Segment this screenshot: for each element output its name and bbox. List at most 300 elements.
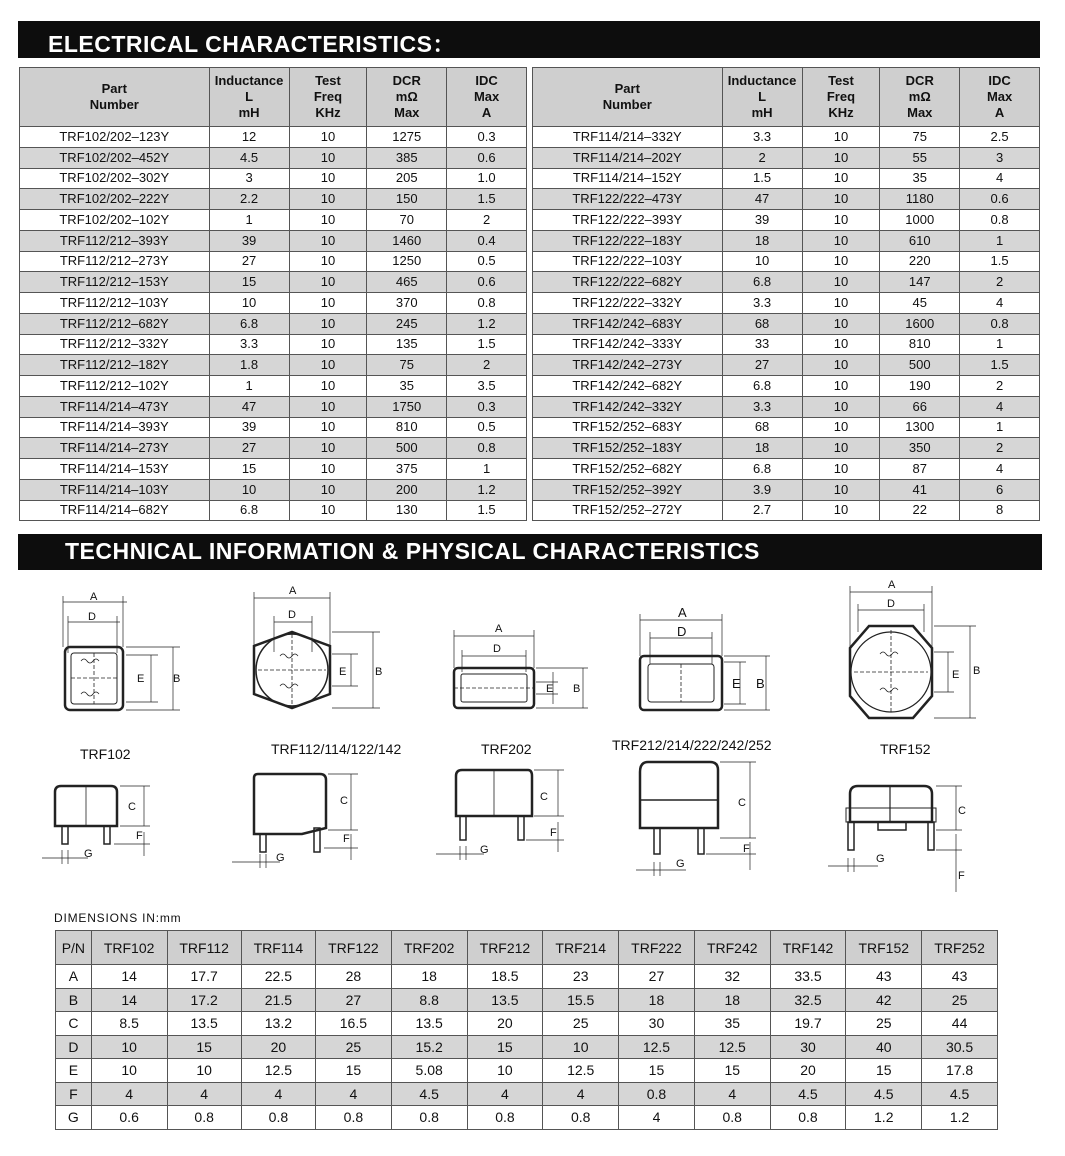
table-row [20,355,527,376]
dimension-value-cell: 30.5 [922,1035,998,1059]
part-number-cell: TRF152/252–183Y [533,438,723,459]
dimension-value-cell: 17.7 [167,965,241,989]
dimension-value-cell: 10 [467,1059,543,1083]
part-number-cell: TRF122/222–682Y [533,272,723,293]
table-row [20,189,527,210]
dimension-value-cell: 4 [316,1082,392,1106]
part-number-cell: TRF112/212–103Y [20,293,210,314]
value-cell: 10 [289,147,367,168]
column-header-line: Part [101,81,127,96]
dimension-value-cell: 4 [619,1106,695,1130]
trf202-label-a: A [495,623,503,635]
dims-column-header: TRF142 [770,931,846,965]
value-cell: 39 [209,230,289,251]
value-cell: 27 [209,251,289,272]
value-cell: 10 [802,189,880,210]
value-cell: 0.8 [960,313,1040,334]
table-row [56,1035,998,1059]
value-cell: 190 [880,376,960,397]
table-row [533,355,1040,376]
trf202-top-view [454,630,588,708]
column-header-line: Freq [826,89,856,104]
value-cell: 10 [289,334,367,355]
value-cell: 1 [209,376,289,397]
trf152-top-view [850,586,976,718]
value-cell: 350 [880,438,960,459]
dimension-value-cell: 0.8 [467,1106,543,1130]
trf212-label-d: D [677,624,687,639]
column-header-line: mH [751,105,773,120]
dimension-value-cell: 1.2 [846,1106,922,1130]
table-row [533,459,1040,480]
value-cell: 12 [209,127,289,148]
value-cell: 10 [802,396,880,417]
column-header [20,68,210,127]
table-row [56,965,998,989]
trf152-label-b: B [973,665,981,677]
value-cell: 10 [802,438,880,459]
part-number-cell: TRF114/214–273Y [20,438,210,459]
trf102-label-e: E [137,673,145,685]
dims-column-header: P/N [56,931,92,965]
value-cell: 10 [289,376,367,397]
value-cell: 35 [880,168,960,189]
value-cell: 0.3 [447,396,527,417]
trf152-side-label-f: F [958,870,965,882]
part-number-cell: TRF142/242–683Y [533,313,723,334]
dimension-value-cell: 21.5 [241,988,315,1012]
part-number-cell: TRF122/222–393Y [533,210,723,231]
dims-column-header: TRF252 [922,931,998,965]
table-row [20,210,527,231]
value-cell: 500 [880,355,960,376]
value-cell: 2 [960,438,1040,459]
table-row [20,479,527,500]
value-cell: 0.8 [447,293,527,314]
value-cell: 6.8 [209,500,289,521]
column-header-line: Freq [313,89,343,104]
value-cell: 10 [289,417,367,438]
value-cell: 1250 [367,251,447,272]
value-cell: 1 [960,334,1040,355]
value-cell: 10 [802,376,880,397]
dimension-value-cell: 4.5 [922,1082,998,1106]
trf212-top-view [640,614,770,710]
value-cell: 10 [802,230,880,251]
value-cell: 70 [367,210,447,231]
value-cell: 0.5 [447,417,527,438]
value-cell: 1.5 [960,355,1040,376]
table-row [56,1059,998,1083]
value-cell: 45 [880,293,960,314]
value-cell: 200 [367,479,447,500]
value-cell: 4 [960,293,1040,314]
value-cell: 10 [289,355,367,376]
value-cell: 10 [802,479,880,500]
column-header-line: Inductance [214,73,284,88]
product-label-trf212: TRF212/214/222/242/252 [612,737,772,753]
dimension-label-cell: D [56,1035,92,1059]
part-number-cell: TRF122/222–332Y [533,293,723,314]
value-cell: 10 [802,168,880,189]
value-cell: 10 [289,459,367,480]
value-cell: 0.6 [447,272,527,293]
dimension-value-cell: 23 [543,965,619,989]
column-header [289,68,367,127]
dimension-label-cell: E [56,1059,92,1083]
dimension-value-cell: 28 [316,965,392,989]
dimension-value-cell: 25 [846,1012,922,1036]
dims-column-header: TRF242 [694,931,770,965]
value-cell: 75 [367,355,447,376]
value-cell: 375 [367,459,447,480]
dimension-value-cell: 12.5 [619,1035,695,1059]
table-row [20,230,527,251]
value-cell: 0.6 [447,147,527,168]
dimension-value-cell: 19.7 [770,1012,846,1036]
dimension-value-cell: 15 [167,1035,241,1059]
value-cell: 10 [802,272,880,293]
dimension-value-cell: 43 [846,965,922,989]
dimension-value-cell: 43 [922,965,998,989]
dimension-value-cell: 12.5 [241,1059,315,1083]
dimension-value-cell: 12.5 [694,1035,770,1059]
dimension-value-cell: 10 [91,1035,167,1059]
column-header-line: L [245,89,254,104]
value-cell: 18 [722,438,802,459]
part-number-cell: TRF112/212–273Y [20,251,210,272]
part-number-cell: TRF152/252–683Y [533,417,723,438]
value-cell: 610 [880,230,960,251]
value-cell: 6 [960,479,1040,500]
dimension-value-cell: 30 [619,1012,695,1036]
value-cell: 0.3 [447,127,527,148]
physical-diagrams [18,572,1042,907]
dimension-value-cell: 4 [694,1082,770,1106]
table-row [20,147,527,168]
value-cell: 10 [289,251,367,272]
value-cell: 10 [802,293,880,314]
value-cell: 35 [367,376,447,397]
value-cell: 1460 [367,230,447,251]
dimension-label-cell: B [56,988,92,1012]
value-cell: 39 [722,210,802,231]
value-cell: 10 [802,334,880,355]
value-cell: 130 [367,500,447,521]
value-cell: 3.9 [722,479,802,500]
part-number-cell: TRF142/242–332Y [533,396,723,417]
table-row [20,334,527,355]
value-cell: 4.5 [209,147,289,168]
column-header-line: KHz [315,105,341,120]
dimension-value-cell: 0.8 [391,1106,467,1130]
trf212-side-view [636,762,756,876]
dimension-value-cell: 0.8 [694,1106,770,1130]
dimension-value-cell: 44 [922,1012,998,1036]
trf202-label-e: E [546,683,554,695]
value-cell: 1.5 [447,500,527,521]
column-header [447,68,527,127]
value-cell: 10 [289,127,367,148]
part-number-cell: TRF114/214–103Y [20,479,210,500]
value-cell: 66 [880,396,960,417]
trf212-label-a: A [678,605,687,620]
trf202-side-view [436,770,564,860]
dimension-value-cell: 22.5 [241,965,315,989]
dims-column-header: TRF112 [167,931,241,965]
value-cell: 68 [722,313,802,334]
value-cell: 810 [880,334,960,355]
table-row [20,417,527,438]
dimension-value-cell: 42 [846,988,922,1012]
table-row [533,313,1040,334]
value-cell: 150 [367,189,447,210]
dimension-value-cell: 0.8 [619,1082,695,1106]
value-cell: 1300 [880,417,960,438]
part-number-cell: TRF112/212–682Y [20,313,210,334]
dimension-value-cell: 4.5 [846,1082,922,1106]
table-row [533,210,1040,231]
table-row [56,1082,998,1106]
column-header [533,68,723,127]
trf202-label-d: D [493,643,501,655]
dims-column-header: TRF114 [241,931,315,965]
value-cell: 205 [367,168,447,189]
trf112-top-view [254,592,383,708]
dims-column-header: TRF152 [846,931,922,965]
dimension-value-cell: 13.5 [167,1012,241,1036]
value-cell: 1600 [880,313,960,334]
value-cell: 3.3 [722,293,802,314]
part-number-cell: TRF102/202–102Y [20,210,210,231]
value-cell: 6.8 [722,272,802,293]
dimension-value-cell: 18 [391,965,467,989]
value-cell: 0.4 [447,230,527,251]
column-header-line: mΩ [395,89,418,104]
value-cell: 10 [289,500,367,521]
value-cell: 4 [960,396,1040,417]
value-cell: 2.5 [960,127,1040,148]
value-cell: 22 [880,500,960,521]
dimension-value-cell: 20 [241,1035,315,1059]
column-header-line: DCR [392,73,421,88]
part-number-cell: TRF112/212–153Y [20,272,210,293]
value-cell: 6.8 [722,459,802,480]
value-cell: 4 [960,459,1040,480]
dimension-value-cell: 14 [91,988,167,1012]
dimension-label-cell: G [56,1106,92,1130]
product-label-trf202: TRF202 [481,741,532,757]
value-cell: 2.2 [209,189,289,210]
table-row [20,293,527,314]
table-row [533,189,1040,210]
dimension-value-cell: 8.5 [91,1012,167,1036]
column-header-line: A [481,105,492,120]
table-row [20,168,527,189]
dimension-value-cell: 0.8 [241,1106,315,1130]
trf102-label-b: B [173,673,181,685]
dimension-label-cell: F [56,1082,92,1106]
value-cell: 10 [802,459,880,480]
trf202-side-label-g: G [480,844,489,856]
dimension-value-cell: 32.5 [770,988,846,1012]
dimension-value-cell: 0.8 [316,1106,392,1130]
table-row [20,459,527,480]
column-header [722,68,802,127]
dimension-value-cell: 15 [846,1059,922,1083]
value-cell: 3 [209,168,289,189]
value-cell: 41 [880,479,960,500]
part-number-cell: TRF152/252–392Y [533,479,723,500]
value-cell: 1000 [880,210,960,231]
value-cell: 10 [289,168,367,189]
dimension-value-cell: 0.8 [543,1106,619,1130]
trf102-side-label-g: G [84,848,93,860]
column-header [367,68,447,127]
dimension-value-cell: 33.5 [770,965,846,989]
value-cell: 15 [209,272,289,293]
dimension-value-cell: 17.8 [922,1059,998,1083]
dimension-value-cell: 8.8 [391,988,467,1012]
table-row [56,988,998,1012]
value-cell: 3.3 [722,396,802,417]
trf102-top-view [63,596,180,710]
dimension-value-cell: 0.8 [167,1106,241,1130]
value-cell: 33 [722,334,802,355]
value-cell: 500 [367,438,447,459]
value-cell: 10 [802,127,880,148]
dimension-value-cell: 5.08 [391,1059,467,1083]
part-number-cell: TRF112/212–393Y [20,230,210,251]
dimension-value-cell: 25 [543,1012,619,1036]
value-cell: 47 [209,396,289,417]
trf112-side-view [232,774,358,868]
trf152-side-view [828,786,962,892]
part-number-cell: TRF102/202–222Y [20,189,210,210]
dimension-value-cell: 0.6 [91,1106,167,1130]
dimension-value-cell: 4 [167,1082,241,1106]
dims-column-header: TRF212 [467,931,543,965]
dimension-value-cell: 40 [846,1035,922,1059]
dimension-value-cell: 4 [241,1082,315,1106]
value-cell: 385 [367,147,447,168]
dimension-value-cell: 20 [467,1012,543,1036]
value-cell: 147 [880,272,960,293]
column-header-line: mΩ [908,89,931,104]
part-number-cell: TRF112/212–102Y [20,376,210,397]
value-cell: 10 [289,272,367,293]
value-cell: 10 [289,396,367,417]
value-cell: 810 [367,417,447,438]
column-header-line: KHz [828,105,854,120]
dimension-value-cell: 10 [167,1059,241,1083]
table-row [20,376,527,397]
value-cell: 220 [880,251,960,272]
part-number-cell: TRF122/222–183Y [533,230,723,251]
dimension-value-cell: 13.2 [241,1012,315,1036]
part-number-cell: TRF152/252–272Y [533,500,723,521]
table-row [20,438,527,459]
dimension-value-cell: 15.2 [391,1035,467,1059]
value-cell: 0.8 [447,438,527,459]
dimension-value-cell: 32 [694,965,770,989]
table-row [20,313,527,334]
trf102-side-label-f: F [136,830,143,842]
table-row [20,251,527,272]
value-cell: 75 [880,127,960,148]
part-number-cell: TRF142/242–273Y [533,355,723,376]
table-row [533,127,1040,148]
trf102-label-d: D [88,611,96,623]
value-cell: 6.8 [722,376,802,397]
value-cell: 1.8 [209,355,289,376]
column-header-line: Max [394,105,420,120]
value-cell: 245 [367,313,447,334]
part-number-cell: TRF114/214–393Y [20,417,210,438]
value-cell: 2.7 [722,500,802,521]
value-cell: 0.5 [447,251,527,272]
trf152-side-label-g: G [876,853,885,865]
trf212-label-e: E [732,676,741,691]
value-cell: 10 [802,500,880,521]
table-row [533,417,1040,438]
value-cell: 10 [289,479,367,500]
value-cell: 1750 [367,396,447,417]
value-cell: 10 [209,293,289,314]
value-cell: 1.5 [447,334,527,355]
value-cell: 1.2 [447,479,527,500]
value-cell: 1 [960,417,1040,438]
value-cell: 135 [367,334,447,355]
table-row [533,230,1040,251]
dimension-value-cell: 12.5 [543,1059,619,1083]
electrical-table-right [532,67,1040,521]
value-cell: 1.5 [960,251,1040,272]
dimensions-table [55,930,998,1130]
trf112-label-e: E [339,666,347,678]
part-number-cell: TRF102/202–123Y [20,127,210,148]
value-cell: 10 [802,355,880,376]
value-cell: 2 [447,210,527,231]
trf212-side-label-c: C [738,797,746,809]
dimension-value-cell: 13.5 [467,988,543,1012]
dimension-value-cell: 20 [770,1059,846,1083]
column-header-line: Test [315,73,341,88]
trf102-side-label-c: C [128,801,136,813]
value-cell: 3.3 [722,127,802,148]
value-cell: 1 [209,210,289,231]
value-cell: 10 [802,417,880,438]
trf112-label-b: B [375,666,383,678]
trf212-side-label-g: G [676,858,685,870]
dimension-value-cell: 27 [619,965,695,989]
value-cell: 68 [722,417,802,438]
dims-column-header: TRF214 [543,931,619,965]
trf112-side-label-g: G [276,852,285,864]
column-header-line: Max [907,105,933,120]
value-cell: 3.5 [447,376,527,397]
part-number-cell: TRF114/214–152Y [533,168,723,189]
dimension-value-cell: 16.5 [316,1012,392,1036]
table-row [56,1106,998,1130]
dimension-value-cell: 25 [316,1035,392,1059]
part-number-cell: TRF114/214–473Y [20,396,210,417]
dimension-value-cell: 27 [316,988,392,1012]
trf202-label-b: B [573,683,581,695]
trf112-label-a: A [289,585,297,597]
dimension-value-cell: 35 [694,1012,770,1036]
electrical-table-left [19,67,527,521]
